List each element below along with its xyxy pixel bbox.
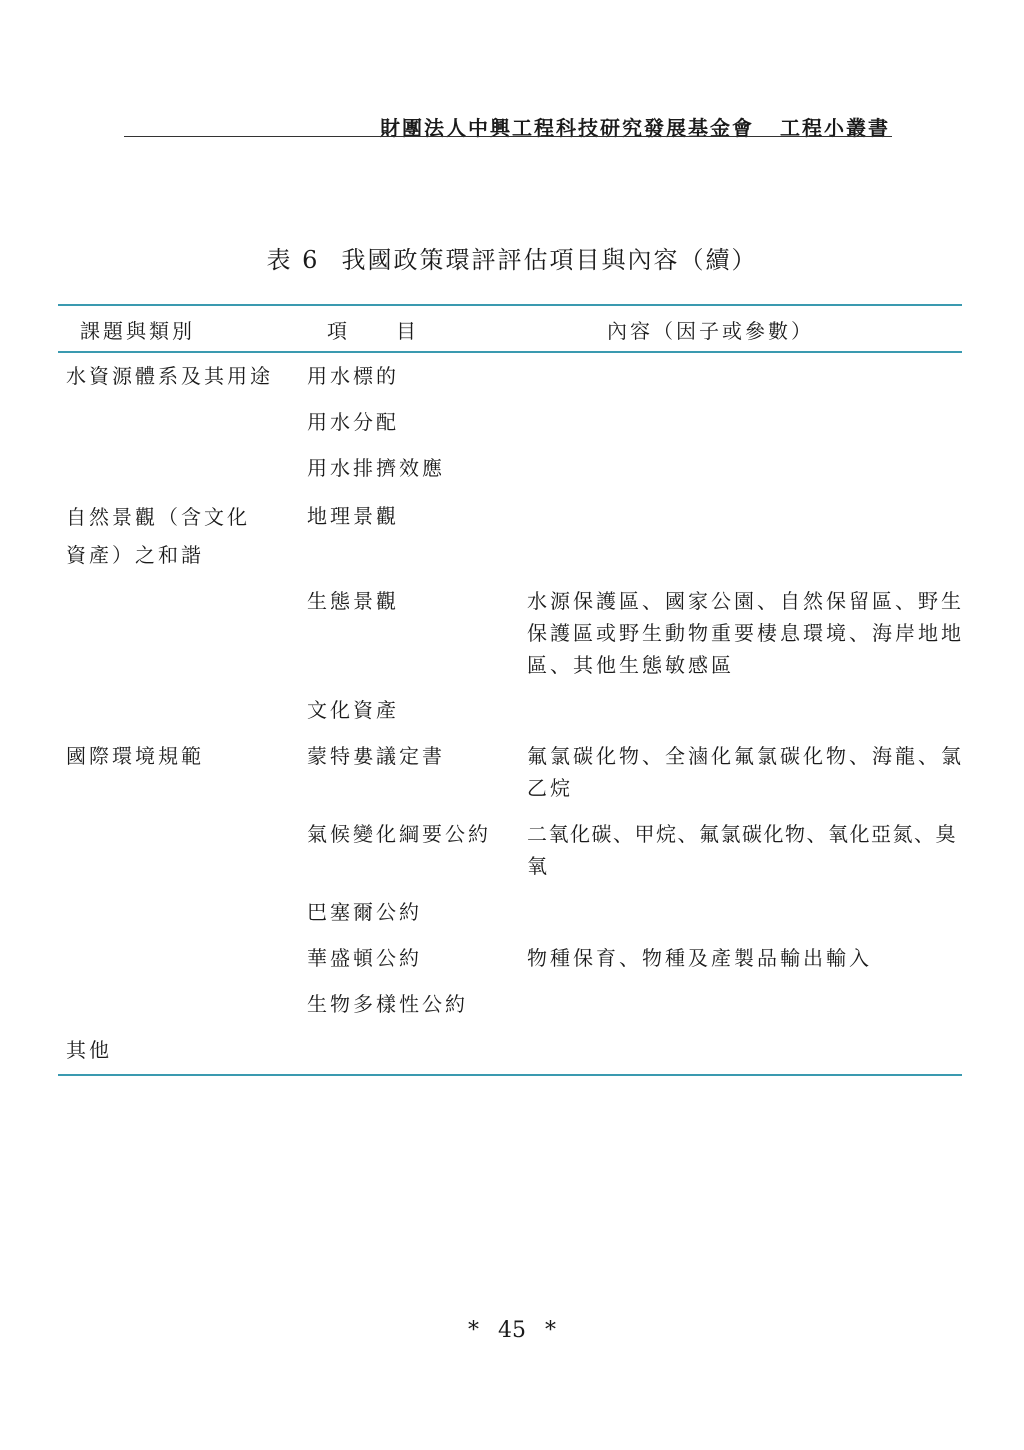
page-number — [0, 1318, 1024, 1343]
row-category: 自然景觀（含文化資產）之和諧 — [66, 505, 250, 567]
series-name: 工程小叢書 — [780, 116, 890, 140]
table-top-rule — [58, 304, 962, 306]
table-title: 我國政策環評評估項目與內容（續） — [341, 246, 758, 274]
row-item: 生態景觀 — [307, 589, 399, 613]
row-item: 文化資產 — [307, 698, 399, 722]
row-item: 氣候變化綱要公約 — [307, 822, 491, 846]
row-content: 二氧化碳、甲烷、氟氯碳化物、氧化亞氮、臭氧 — [527, 822, 957, 878]
header-category: 課題與類別 — [80, 319, 195, 343]
row-category: 其他 — [66, 1038, 112, 1062]
page-number-value: 45 — [498, 1318, 526, 1343]
page-marker-left: * — [468, 1318, 479, 1343]
row-item: 巴塞爾公約 — [307, 900, 422, 924]
row-content: 水源保護區、國家公園、自然保留區、野生保護區或野生動物重要棲息環境、海岸地地區、其他生態敏感區 — [527, 589, 964, 677]
row-item: 蒙特婁議定書 — [307, 744, 445, 768]
row-item: 地理景觀 — [307, 504, 399, 528]
table-header-rule — [58, 351, 962, 353]
table-number: 表 6 — [266, 246, 320, 274]
page-marker-right: * — [545, 1318, 556, 1343]
row-category: 水資源體系及其用途 — [66, 364, 273, 388]
table-bottom-rule — [58, 1074, 962, 1076]
row-content: 物種保育、物種及產製品輸出輸入 — [527, 946, 872, 970]
header-rule — [124, 136, 892, 137]
row-item: 用水排擠效應 — [307, 456, 445, 480]
row-item: 生物多樣性公約 — [307, 992, 468, 1016]
row-content: 氟氯碳化物、全滷化氟氯碳化物、海龍、氯乙烷 — [527, 744, 964, 800]
row-item: 用水分配 — [307, 410, 399, 434]
row-item: 華盛頓公約 — [307, 946, 422, 970]
row-category: 國際環境規範 — [66, 744, 204, 768]
header-content: 內容（因子或參數） — [607, 319, 814, 343]
publisher-name: 財團法人中興工程科技研究發展基金會 — [380, 116, 754, 140]
row-item: 用水標的 — [307, 364, 399, 388]
header-item: 項 目 — [327, 319, 419, 343]
table-caption — [0, 240, 1024, 275]
